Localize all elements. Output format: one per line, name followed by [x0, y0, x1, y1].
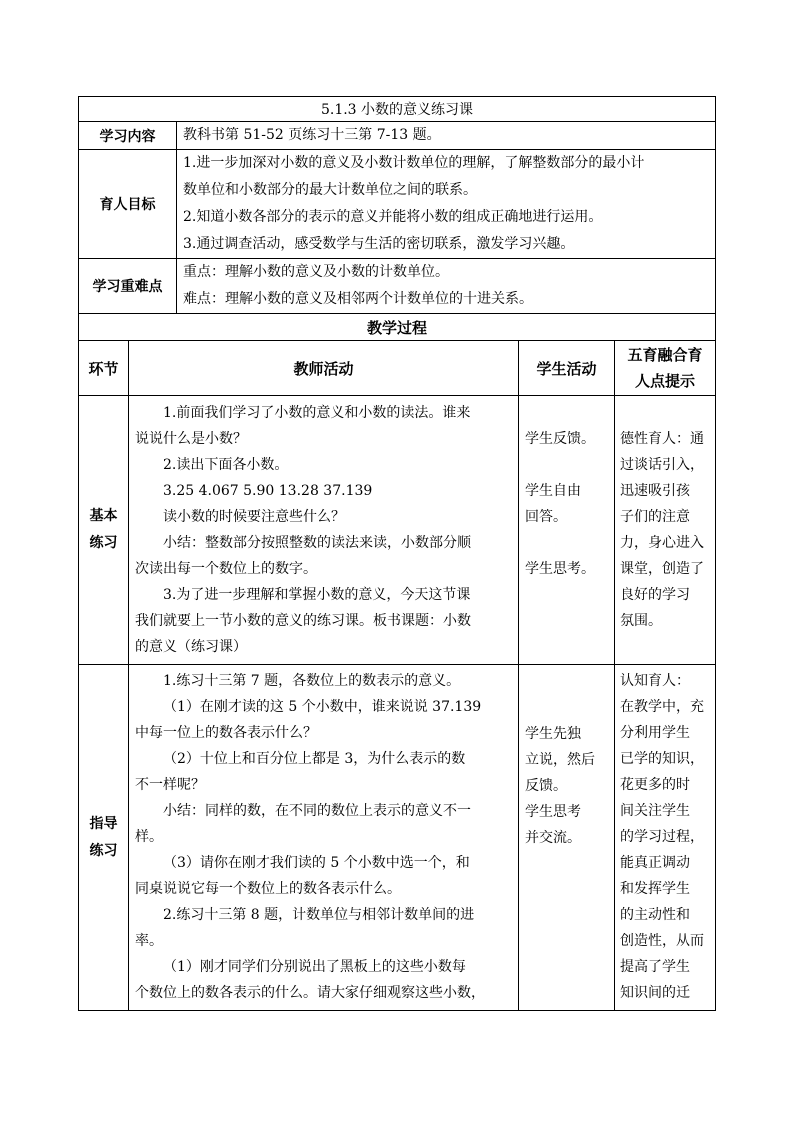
tips-line: 间关注学生	[620, 803, 690, 819]
student-line: 并交流。	[525, 830, 581, 846]
teacher-line: 2.练习十三第 8 题，计数单位与相邻计数单间的进	[163, 907, 475, 923]
tips-line: 花更多的时	[620, 777, 690, 793]
tips-line: 已学的知识，	[620, 751, 704, 767]
teacher-line: 2.读出下面各小数。	[163, 457, 289, 473]
goal-line: 数单位和小数部分的最大计数单位之间的联系。	[183, 182, 477, 198]
stage-basic	[79, 396, 129, 665]
header-tips-line: 人点提示	[635, 372, 696, 390]
lesson-plan-table	[78, 96, 716, 1011]
teacher-line: 读小数的时候要注意些什么？	[163, 509, 345, 525]
student-line: 反馈。	[525, 778, 567, 794]
tips-line: 创造性，从而	[620, 933, 704, 949]
tips-line: 力，身心进入	[620, 535, 704, 551]
guided-teacher	[129, 665, 519, 1011]
teacher-line: 样。	[135, 829, 163, 845]
student-line: 学生思考	[525, 804, 581, 820]
content-label: 学习内容	[79, 122, 177, 150]
lesson-title: 5.1.3 小数的意义练习课	[79, 97, 716, 122]
header-teacher: 教师活动	[129, 341, 519, 396]
header-tips-line: 五育融合育	[627, 346, 703, 364]
basic-student	[519, 396, 615, 665]
key-point: 难点：理解小数的意义及相邻两个计数单位的十进关系。	[183, 291, 533, 307]
tips-line: 氛围。	[620, 613, 662, 629]
teacher-line: 1.练习十三第 7 题，各数位上的数表示的意义。	[163, 673, 461, 689]
student-line: 学生先独	[525, 726, 581, 742]
teacher-line: 小结：同样的数，在不同的数位上表示的意义不一	[163, 803, 471, 819]
teacher-line: 我们就要上一节小数的意义的练习课。板书课题：小数	[135, 613, 471, 629]
tips-line: 迅速吸引孩	[620, 483, 690, 499]
student-line: 学生反馈。	[525, 431, 595, 447]
teacher-line: 说说什么是小数？	[135, 431, 247, 447]
stage-basic-line: 练习	[89, 535, 118, 551]
tips-line: 知识间的迁	[620, 985, 690, 1001]
header-tips	[615, 341, 716, 396]
key-points	[177, 259, 716, 314]
goal-line: 3.通过调查活动，感受数学与生活的密切联系，激发学习兴趣。	[183, 236, 575, 252]
stage-guided	[79, 665, 129, 1011]
goals-text	[177, 150, 716, 259]
goal-line: 1.进一步加深对小数的意义及小数计数单位的理解，了解整数部分的最小计	[183, 155, 645, 171]
process-title: 教学过程	[79, 314, 716, 341]
tips-line: 的学习过程，	[620, 829, 704, 845]
teacher-line: 不一样呢？	[135, 777, 205, 793]
header-student: 学生活动	[519, 341, 615, 396]
teacher-line: （2）十位上和百分位上都是 3，为什么表示的数	[163, 751, 466, 767]
student-line: 学生自由	[525, 483, 581, 499]
student-line: 回答。	[525, 509, 567, 525]
teacher-line: （1）刚才同学们分别说出了黑板上的这些小数每	[163, 959, 466, 975]
header-stage: 环节	[79, 341, 129, 396]
teacher-line: 次读出每一个数位上的数字。	[135, 561, 317, 577]
tips-line: 和发挥学生	[620, 881, 690, 897]
basic-tips	[615, 396, 716, 665]
basic-teacher	[129, 396, 519, 665]
key-point: 重点：理解小数的意义及小数的计数单位。	[183, 264, 449, 280]
teacher-line: 3.25 4.067 5.90 13.28 37.139	[163, 483, 373, 499]
tips-line: 过谈话引入，	[620, 457, 704, 473]
lesson-plan-page	[78, 96, 715, 1011]
tips-line: 在教学中，充	[620, 699, 704, 715]
tips-line: 良好的学习	[620, 587, 690, 603]
student-line: 学生思考。	[525, 561, 595, 577]
tips-line: 德性育人：通	[620, 431, 704, 447]
teacher-line: 3.为了进一步理解和掌握小数的意义，今天这节课	[163, 587, 471, 603]
stage-basic-line: 基本	[89, 508, 118, 524]
tips-line: 子们的注意	[620, 509, 690, 525]
tips-line: 提高了学生	[620, 959, 690, 975]
stage-guided-line: 练习	[89, 842, 118, 859]
student-line: 立说，然后	[525, 752, 595, 768]
teacher-line: 个数位上的数各表示的什么。请大家仔细观察这些小数，	[135, 985, 485, 1001]
teacher-line: 小结：整数部分按照整数的读法来读，小数部分顺	[163, 535, 471, 551]
teacher-line: 率。	[135, 933, 163, 949]
tips-line: 分利用学生	[620, 725, 690, 741]
teacher-line: 同桌说说它每一个数位上的数各表示什么。	[135, 881, 401, 897]
guided-tips	[615, 665, 716, 1011]
tips-line: 课堂，创造了	[620, 561, 704, 577]
key-label: 学习重难点	[79, 259, 177, 314]
teacher-line: 中每一位上的数各表示什么？	[135, 725, 317, 741]
tips-line: 认知育人：	[620, 673, 690, 689]
guided-student	[519, 665, 615, 1011]
teacher-line: 1.前面我们学习了小数的意义和小数的读法。谁来	[163, 405, 471, 421]
content-text: 教科书第 51-52 页练习十三第 7-13 题。	[177, 122, 716, 150]
goals-label: 育人目标	[79, 150, 177, 259]
tips-line: 能真正调动	[620, 855, 690, 871]
stage-guided-line: 指导	[89, 815, 118, 832]
tips-line: 的主动性和	[620, 907, 690, 923]
teacher-line: 的意义（练习课）	[135, 639, 247, 655]
teacher-line: （3）请你在刚才我们读的 5 个小数中选一个，和	[163, 855, 470, 871]
teacher-line: （1）在刚才读的这 5 个小数中，谁来说说 37.139	[163, 699, 482, 715]
goal-line: 2.知道小数各部分的表示的意义并能将小数的组成正确地进行运用。	[183, 209, 603, 225]
